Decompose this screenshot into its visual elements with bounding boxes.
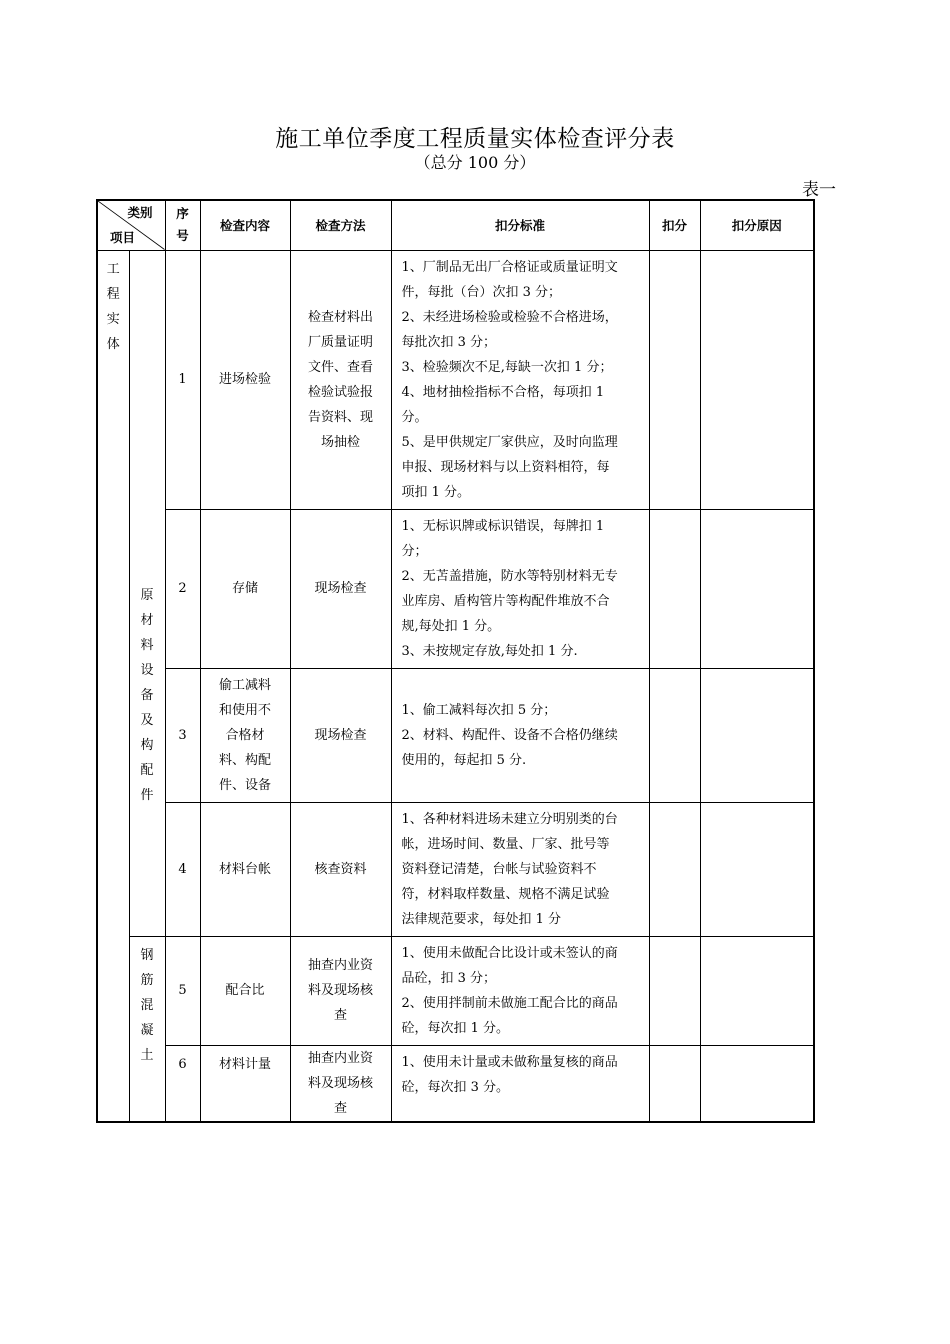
cell-line: 查 <box>333 1008 347 1023</box>
row-standard <box>391 250 649 509</box>
row-deduct-cell[interactable] <box>649 509 700 668</box>
header-reason: 扣分原因 <box>700 200 814 250</box>
cell-line: 厂质量证明 <box>307 334 373 350</box>
cell-line: 符，材料取样数量、规格不满足试验 <box>401 886 610 902</box>
cell-line: 配合比 <box>225 983 265 998</box>
table-row <box>97 802 814 936</box>
header-deduct: 扣分 <box>649 200 700 250</box>
cell-line: 检验试验报 <box>307 384 373 400</box>
cell-line: 帐，进场时间、数量、厂家、批号等 <box>401 836 610 852</box>
header-content: 检查内容 <box>200 200 290 250</box>
cell-line: 4、地材抽检指标不合格，每项扣 1 <box>401 384 605 400</box>
category-char: 配 <box>140 763 154 778</box>
cell-line: 告资料、现 <box>307 409 373 425</box>
row-reason-cell[interactable] <box>700 936 814 1045</box>
cell-line: 抽查内业资 <box>307 958 373 973</box>
cell-line: 3、未按规定存放,每处扣 1 分. <box>401 643 578 659</box>
cell-line: 2、使用拌制前未做施工配合比的商品 <box>401 995 618 1011</box>
row-reason-cell[interactable] <box>700 802 814 936</box>
row-deduct-cell[interactable] <box>649 802 700 936</box>
table-row <box>97 936 814 1045</box>
row-content <box>200 936 290 1045</box>
cell-line: 2、材料、构配件、设备不合格仍继续 <box>401 727 618 743</box>
cell-line: 分； <box>401 543 428 559</box>
category-main-cell <box>97 250 129 1122</box>
row-content <box>200 1045 290 1122</box>
cell-line: 申报、现场材料与以上资料相符，每 <box>401 459 610 475</box>
cell-line: 5、是甲供规定厂家供应，及时向监理 <box>401 434 618 450</box>
category-main <box>98 257 129 357</box>
category-char: 凝 <box>140 1022 154 1038</box>
cell-line: 料及现场核 <box>307 983 373 998</box>
cell-line: 件，每批（台）次扣 3 分； <box>401 284 562 300</box>
row-method <box>290 802 391 936</box>
cell-line: 资料登记清楚，台帐与试验资料不 <box>401 861 597 877</box>
cell-line: 法律规范要求，每处扣 1 分 <box>401 911 562 927</box>
row-deduct-cell[interactable] <box>649 1045 700 1122</box>
row-content <box>200 668 290 802</box>
page-title: 施工单位季度工程质量实体检查评分表 <box>275 126 675 152</box>
category-char: 体 <box>106 336 120 352</box>
cell-line: 料及现场核 <box>307 1075 373 1091</box>
row-standard <box>391 1045 649 1122</box>
cell-line: 项扣 1 分。 <box>401 484 471 500</box>
header-standard: 扣分标准 <box>391 200 649 250</box>
category-char: 工 <box>106 261 120 277</box>
row-reason-cell[interactable] <box>700 250 814 509</box>
cell-line: 2、无苫盖措施，防水等特别材料无专 <box>401 568 618 584</box>
cell-line: 现场检查 <box>314 581 367 596</box>
row-deduct-cell[interactable] <box>649 936 700 1045</box>
row-method <box>290 250 391 509</box>
cell-line: 进场检验 <box>218 372 271 387</box>
category-char: 土 <box>140 1047 154 1063</box>
cell-line: 核查资料 <box>314 861 367 877</box>
row-content <box>200 250 290 509</box>
cell-line: 料、构配 <box>218 752 271 768</box>
cell-line: 1、偷工减料每次扣 5 分； <box>401 702 557 718</box>
header-category <box>97 200 165 250</box>
row-deduct-cell[interactable] <box>649 668 700 802</box>
category-char: 原 <box>140 588 154 603</box>
row-reason-cell[interactable] <box>700 509 814 668</box>
category-char: 程 <box>106 286 120 302</box>
cell-line: 查 <box>333 1100 347 1116</box>
row-standard <box>391 802 649 936</box>
category-char: 件 <box>140 788 154 803</box>
cell-line: 偷工减料 <box>218 677 271 693</box>
category-sub1 <box>130 583 165 808</box>
header-seq-line2: 号 <box>176 228 189 244</box>
category-char: 筋 <box>140 972 154 988</box>
category-char: 设 <box>140 663 154 678</box>
row-method <box>290 936 391 1045</box>
category-sub1-cell <box>129 250 165 936</box>
cell-line: 材料计量 <box>218 1056 271 1072</box>
table-row <box>97 1045 814 1122</box>
category-char: 材 <box>140 613 154 628</box>
cell-line: 品砼，扣 3 分； <box>401 970 497 986</box>
cell-line: 每批次扣 3 分； <box>401 334 497 350</box>
header-category-label: 类别 <box>127 205 153 220</box>
cell-line: 件、设备 <box>218 777 271 793</box>
row-method <box>290 1045 391 1122</box>
cell-line: 3、检验频次不足,每缺一次扣 1 分； <box>401 359 613 375</box>
header-method: 检查方法 <box>290 200 391 250</box>
category-char: 实 <box>106 311 120 327</box>
score-table <box>96 199 815 1123</box>
row-seq: 3 <box>165 668 200 802</box>
table-number: 表一 <box>802 180 836 200</box>
cell-line: 1、使用未计量或未做称量复核的商品 <box>401 1054 618 1070</box>
header-row <box>97 200 814 250</box>
row-method <box>290 509 391 668</box>
row-reason-cell[interactable] <box>700 1045 814 1122</box>
row-standard <box>391 668 649 802</box>
row-content <box>200 802 290 936</box>
row-standard <box>391 509 649 668</box>
header-item-label: 项目 <box>110 229 136 245</box>
cell-line: 规,每处扣 1 分。 <box>401 618 501 634</box>
cell-line: 1、使用未做配合比设计或未签认的商 <box>401 945 618 961</box>
category-sub2 <box>130 943 165 1068</box>
cell-line: 场抽检 <box>320 434 360 450</box>
page-subtitle: （总分 100 分） <box>414 153 536 172</box>
category-char: 及 <box>140 713 154 728</box>
category-char: 料 <box>140 638 154 653</box>
cell-line: 使用的，每起扣 5 分. <box>401 752 527 768</box>
row-deduct-cell[interactable] <box>649 250 700 509</box>
cell-line: 1、无标识牌或标识错误，每牌扣 1 <box>401 518 605 534</box>
cell-line: 检查材料出 <box>307 309 373 325</box>
row-seq: 4 <box>165 802 200 936</box>
table-row <box>97 509 814 668</box>
row-content <box>200 509 290 668</box>
cell-line: 砼，每次扣 3 分。 <box>401 1079 510 1095</box>
row-seq: 1 <box>165 250 200 509</box>
cell-line: 分。 <box>401 409 428 425</box>
row-standard <box>391 936 649 1045</box>
category-char: 备 <box>140 688 154 703</box>
row-seq: 6 <box>165 1045 200 1122</box>
header-seq <box>165 200 200 250</box>
row-seq: 2 <box>165 509 200 668</box>
category-char: 构 <box>140 738 154 753</box>
header-seq-line1: 序 <box>176 206 189 222</box>
cell-line: 现场检查 <box>314 727 367 743</box>
cell-line: 合格材 <box>225 727 265 743</box>
cell-line: 业库房、盾构管片等构配件堆放不合 <box>401 593 610 609</box>
cell-line: 材料台帐 <box>218 861 271 877</box>
row-method <box>290 668 391 802</box>
cell-line: 2、未经进场检验或检验不合格进场， <box>401 309 618 325</box>
cell-line: 1、各种材料进场未建立分明别类的台 <box>401 811 618 827</box>
table-row <box>97 250 814 509</box>
row-seq: 5 <box>165 936 200 1045</box>
cell-line: 1、厂制品无出厂合格证或质量证明文 <box>401 259 618 275</box>
cell-line: 抽查内业资 <box>307 1050 373 1066</box>
category-char: 混 <box>140 997 154 1013</box>
cell-line: 和使用不 <box>218 702 271 718</box>
category-sub2-cell <box>129 936 165 1122</box>
cell-line: 文件、查看 <box>307 359 373 375</box>
cell-line: 存储 <box>231 581 258 596</box>
row-reason-cell[interactable] <box>700 668 814 802</box>
table-row <box>97 668 814 802</box>
category-char: 钢 <box>140 947 154 963</box>
cell-line: 砼，每次扣 1 分。 <box>401 1020 510 1036</box>
